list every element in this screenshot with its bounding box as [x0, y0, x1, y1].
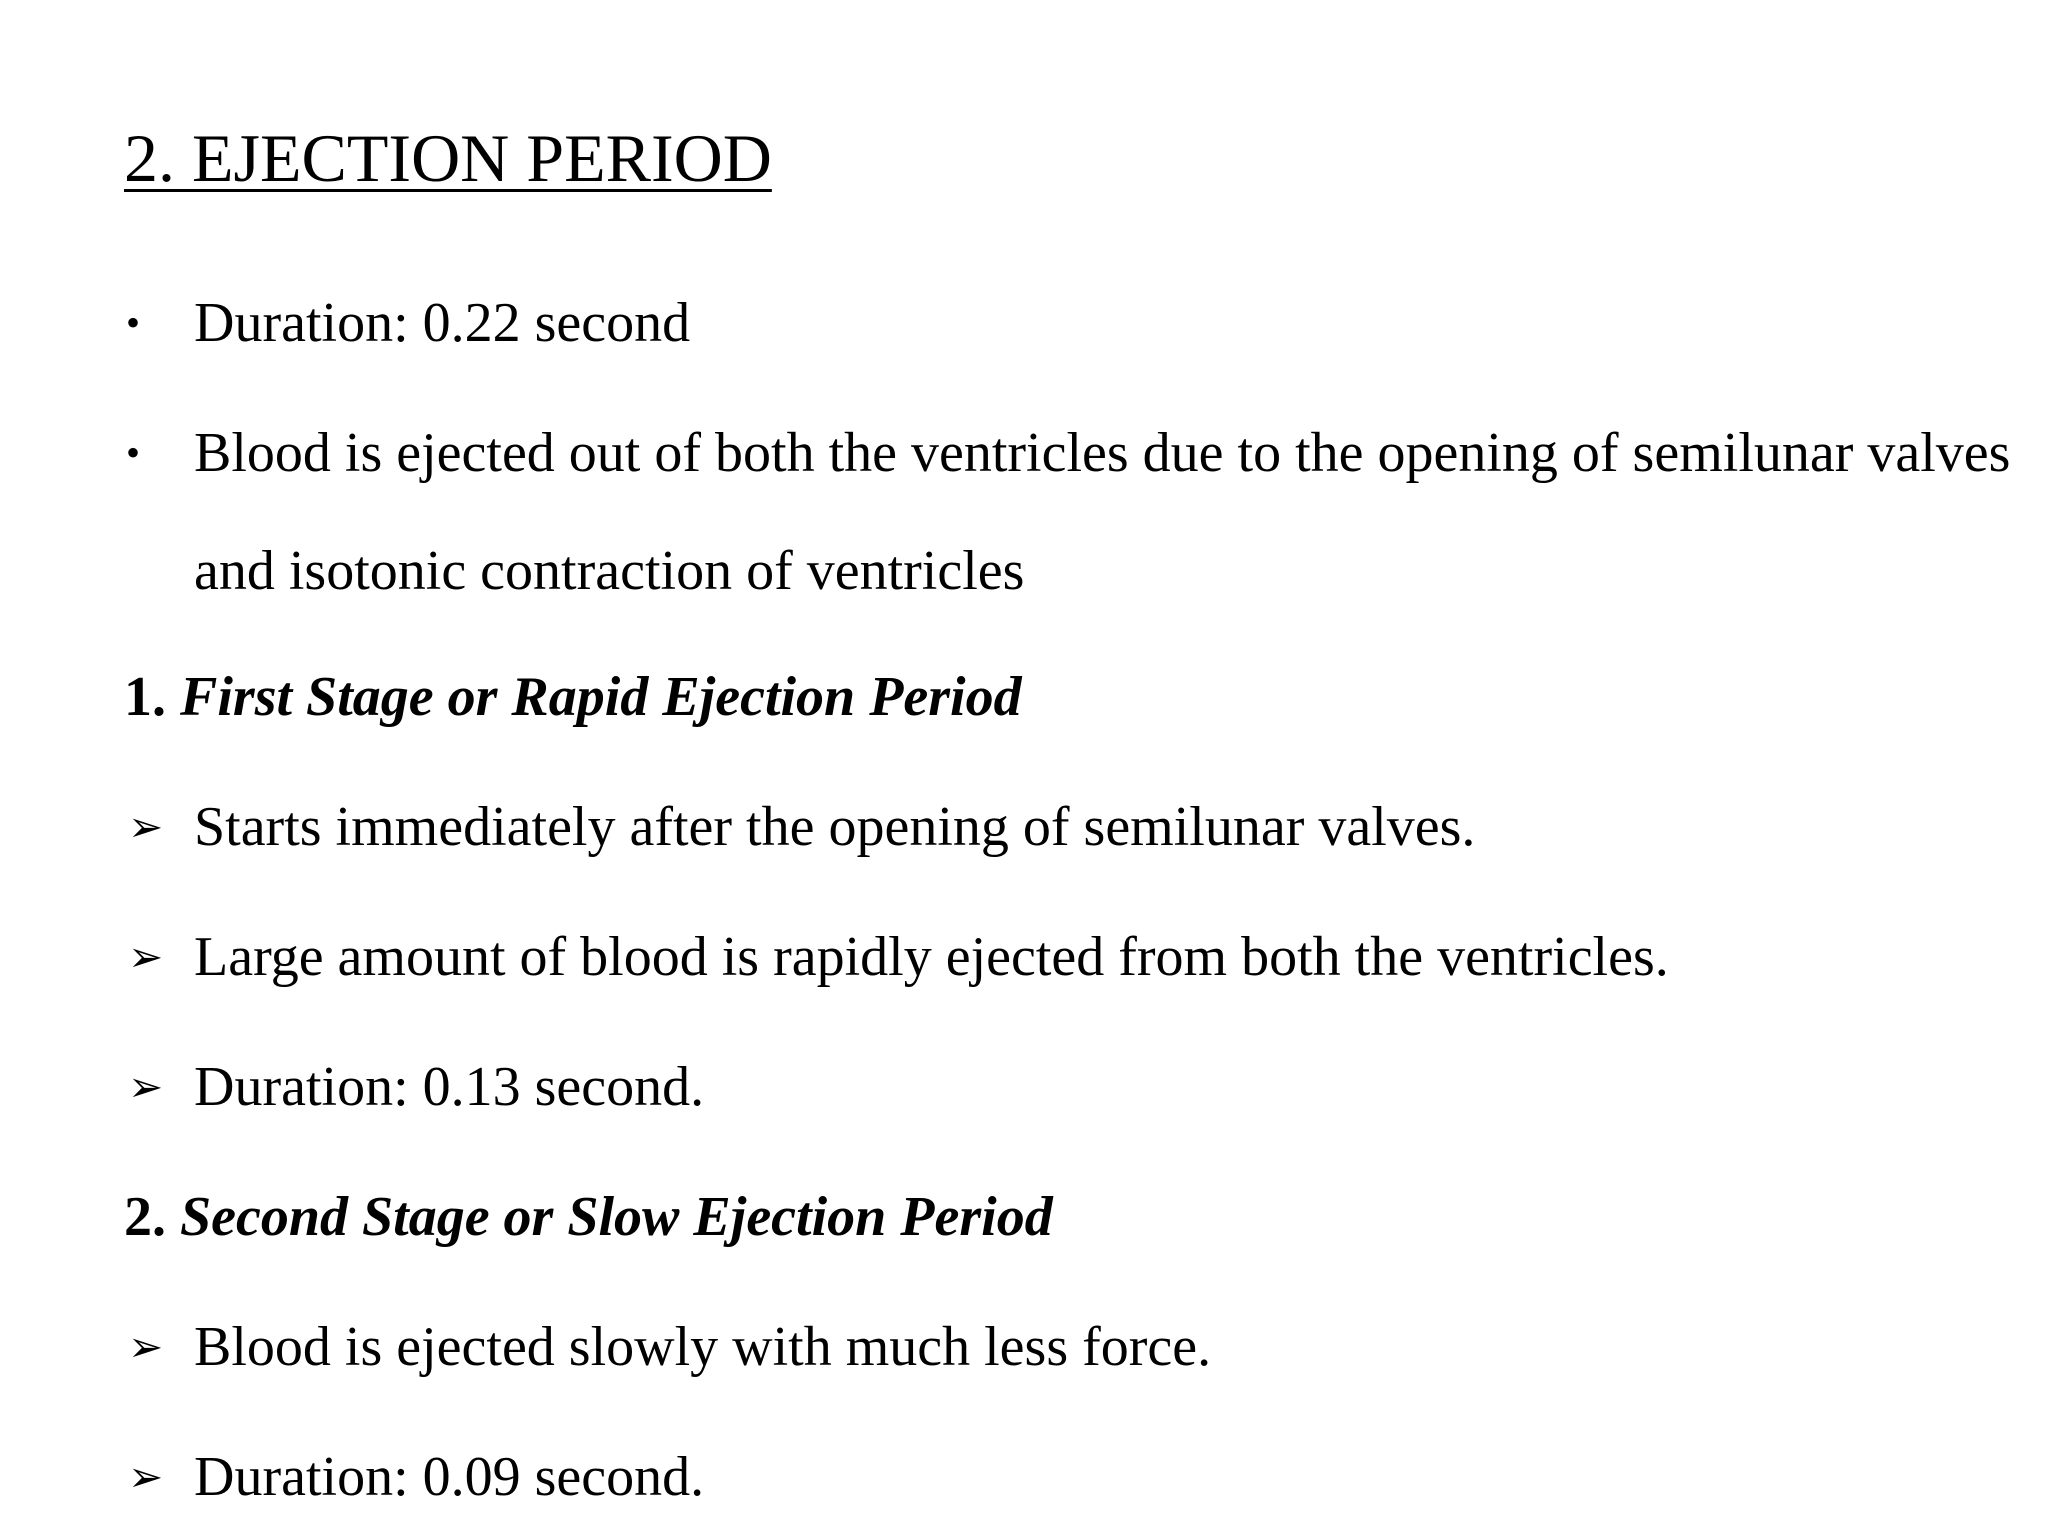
stage-number: 1.: [124, 666, 166, 728]
point-text: Duration: 0.09 second.: [194, 1446, 705, 1508]
point-text: Blood is ejected slowly with much less force.: [194, 1316, 1212, 1378]
bullet-text: Blood is ejected out of both the ventricles due to the opening of semilunar valves and isotonic contraction of ventricles: [194, 422, 2011, 602]
point-text: Large amount of blood is rapidly ejected from both the ventricles.: [194, 926, 1669, 988]
arrow-bullet-icon: ➢: [128, 1062, 164, 1111]
arrow-bullet-icon: ➢: [128, 1452, 164, 1501]
stage-heading: [124, 1184, 1053, 1250]
stage-heading: [124, 664, 1022, 730]
stage-number: 2.: [124, 1186, 166, 1248]
point-text: Duration: 0.13 second.: [194, 1056, 705, 1118]
bullet-dot-icon: •: [126, 300, 141, 345]
stage-title: First Stage or Rapid Ejection Period: [180, 666, 1022, 728]
arrow-bullet-icon: ➢: [128, 802, 164, 851]
arrow-bullet-icon: ➢: [128, 932, 164, 981]
stage-title: Second Stage or Slow Ejection Period: [180, 1186, 1053, 1248]
arrow-bullet-icon: ➢: [128, 1322, 164, 1371]
bullet-dot-icon: •: [126, 430, 141, 475]
page-title: 2. EJECTION PERIOD: [124, 120, 772, 196]
bullet-text: Duration: 0.22 second: [194, 292, 691, 354]
point-text: Starts immediately after the opening of semilunar valves.: [194, 796, 1476, 858]
